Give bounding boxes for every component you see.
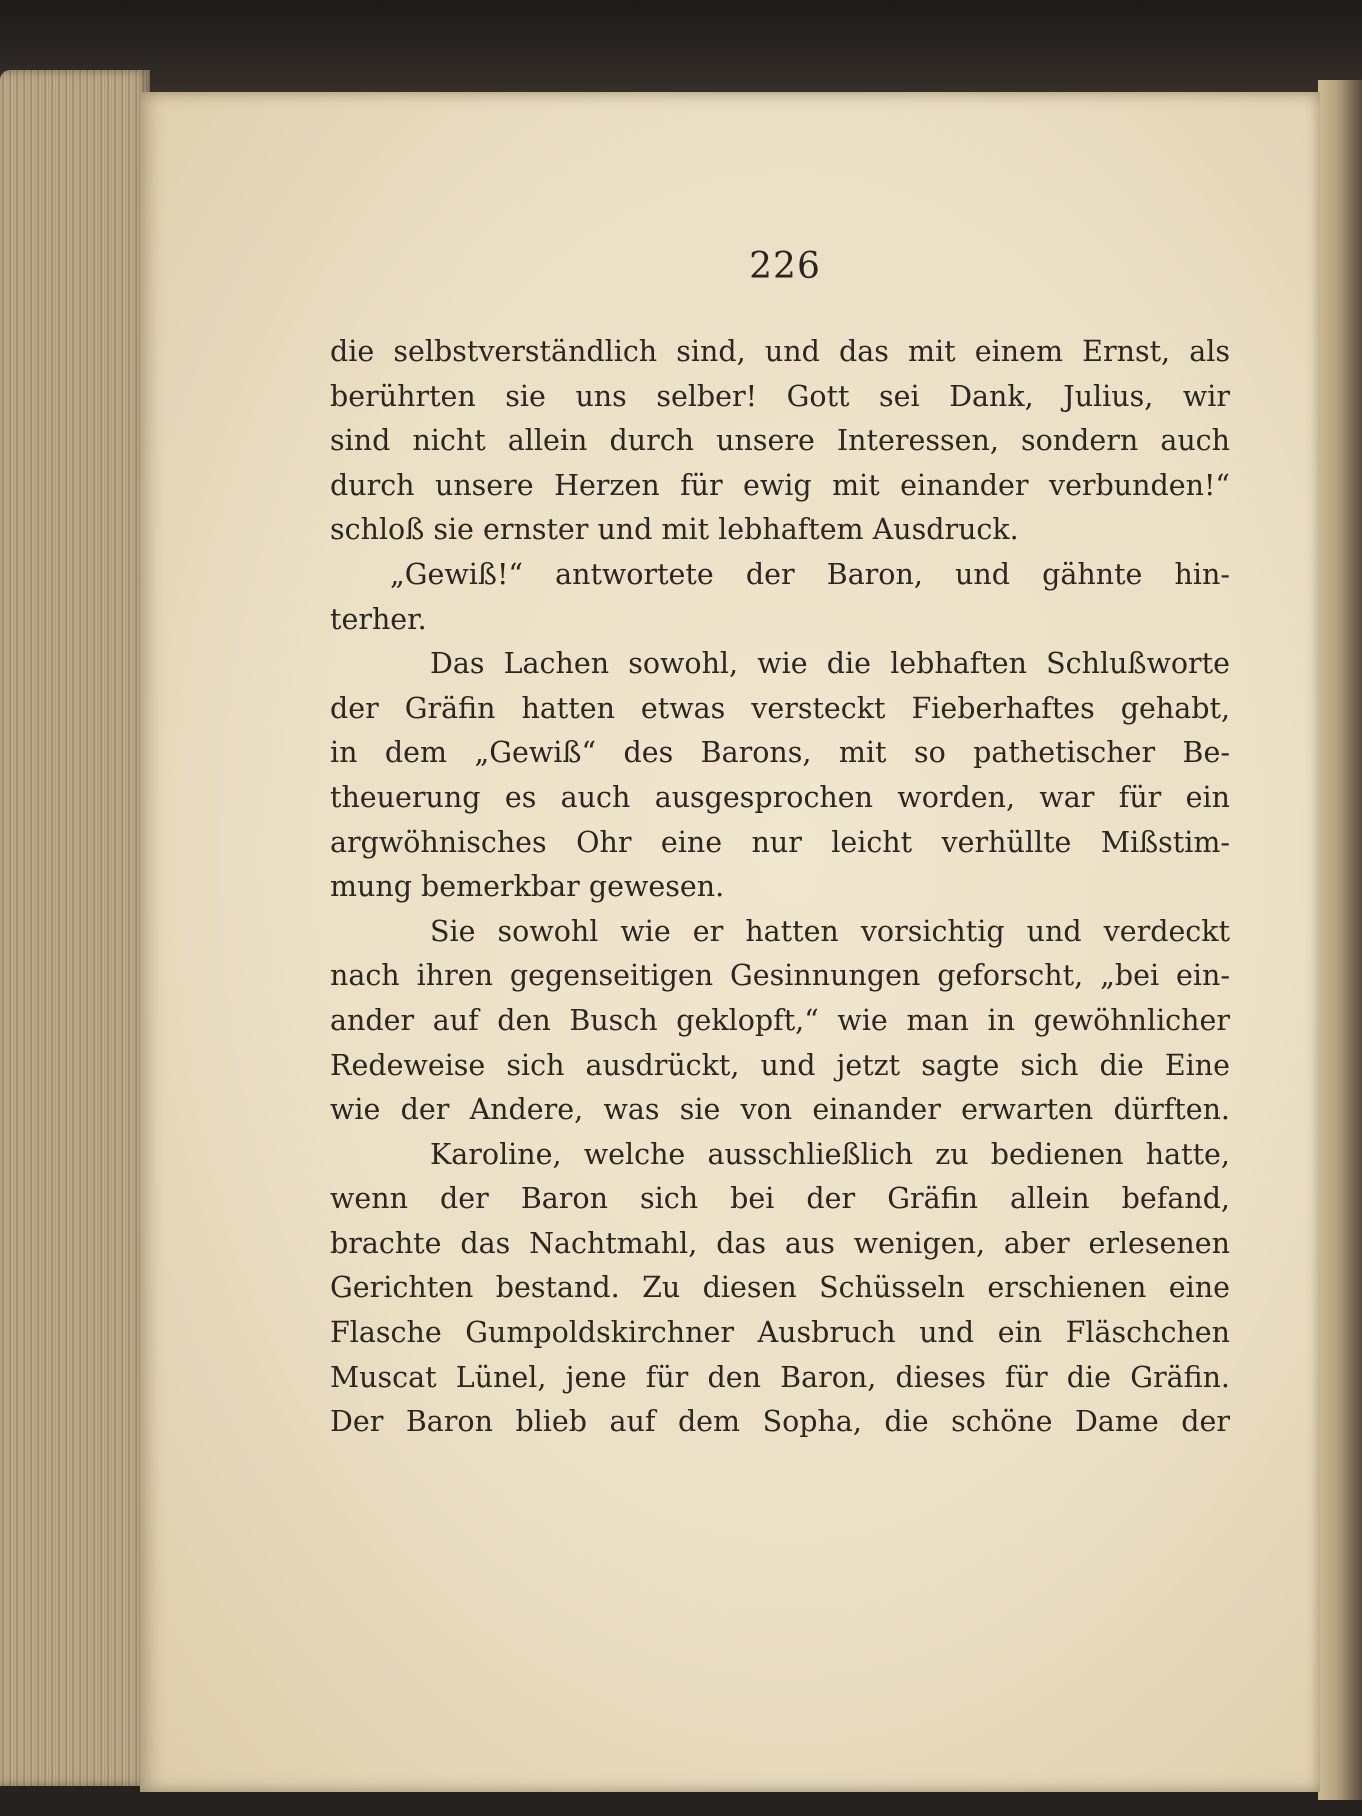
page-number: 226 (749, 246, 821, 287)
text-line: schloß sie ernster und mit lebhaftem Ausdruck. (330, 513, 1019, 547)
text-line: sind nicht allein durch unsere Interessen, sondern auch (330, 424, 1230, 458)
page-edges-left (0, 70, 150, 1786)
text-line: Sie sowohl wie er hatten vorsichtig und verdeckt (430, 914, 1230, 948)
text-line: der Gräfin hatten etwas versteckt Fieberhaftes gehabt, (330, 691, 1230, 725)
text-line: durch unsere Herzen für ewig mit einander verbunden!“ (330, 468, 1230, 502)
text-line: Redeweise sich ausdrückt, und jetzt sagte sich die Eine (330, 1048, 1230, 1082)
text-line: Flasche Gumpoldskirchner Ausbruch und ein Fläschchen (330, 1316, 1230, 1350)
text-line: nach ihren gegenseitigen Gesinnungen geforscht, „bei ein- (330, 959, 1230, 993)
text-line: brachte das Nachtmahl, das aus wenigen, aber erlesenen (330, 1226, 1230, 1260)
page-body-text (330, 330, 1230, 1445)
text-line: wenn der Baron sich bei der Gräfin allein befand, (330, 1182, 1230, 1216)
text-line: berührten sie uns selber! Gott sei Dank, Julius, wir (330, 379, 1230, 413)
text-line: terher. (330, 602, 427, 636)
page-edge-right (1318, 80, 1362, 1800)
text-line: in dem „Gewiß“ des Barons, mit so pathetischer Be- (330, 736, 1230, 770)
text-line: Karoline, welche ausschließlich zu bedienen hatte, (430, 1137, 1230, 1171)
text-line: argwöhnisches Ohr eine nur leicht verhüllte Mißstim- (330, 825, 1230, 859)
text-line: theuerung es auch ausgesprochen worden, war für ein (330, 780, 1230, 814)
text-line: mung bemerkbar gewesen. (330, 870, 725, 904)
text-line: Der Baron blieb auf dem Sopha, die schöne Dame der (330, 1405, 1230, 1439)
text-line: Das Lachen sowohl, wie die lebhaften Schlußworte (430, 647, 1230, 681)
text-line: „Gewiß!“ antwortete der Baron, und gähnte hin- (390, 557, 1230, 591)
text-line: Muscat Lünel, jene für den Baron, dieses für die Gräfin. (330, 1360, 1230, 1394)
text-line: Gerichten bestand. Zu diesen Schüsseln erschienen eine (330, 1271, 1230, 1305)
text-line: wie der Andere, was sie von einander erwarten dürften. (330, 1093, 1230, 1127)
text-line: ander auf den Busch geklopft,“ wie man in gewöhnlicher (330, 1003, 1230, 1037)
text-line: die selbstverständlich sind, und das mit einem Ernst, als (330, 335, 1230, 368)
